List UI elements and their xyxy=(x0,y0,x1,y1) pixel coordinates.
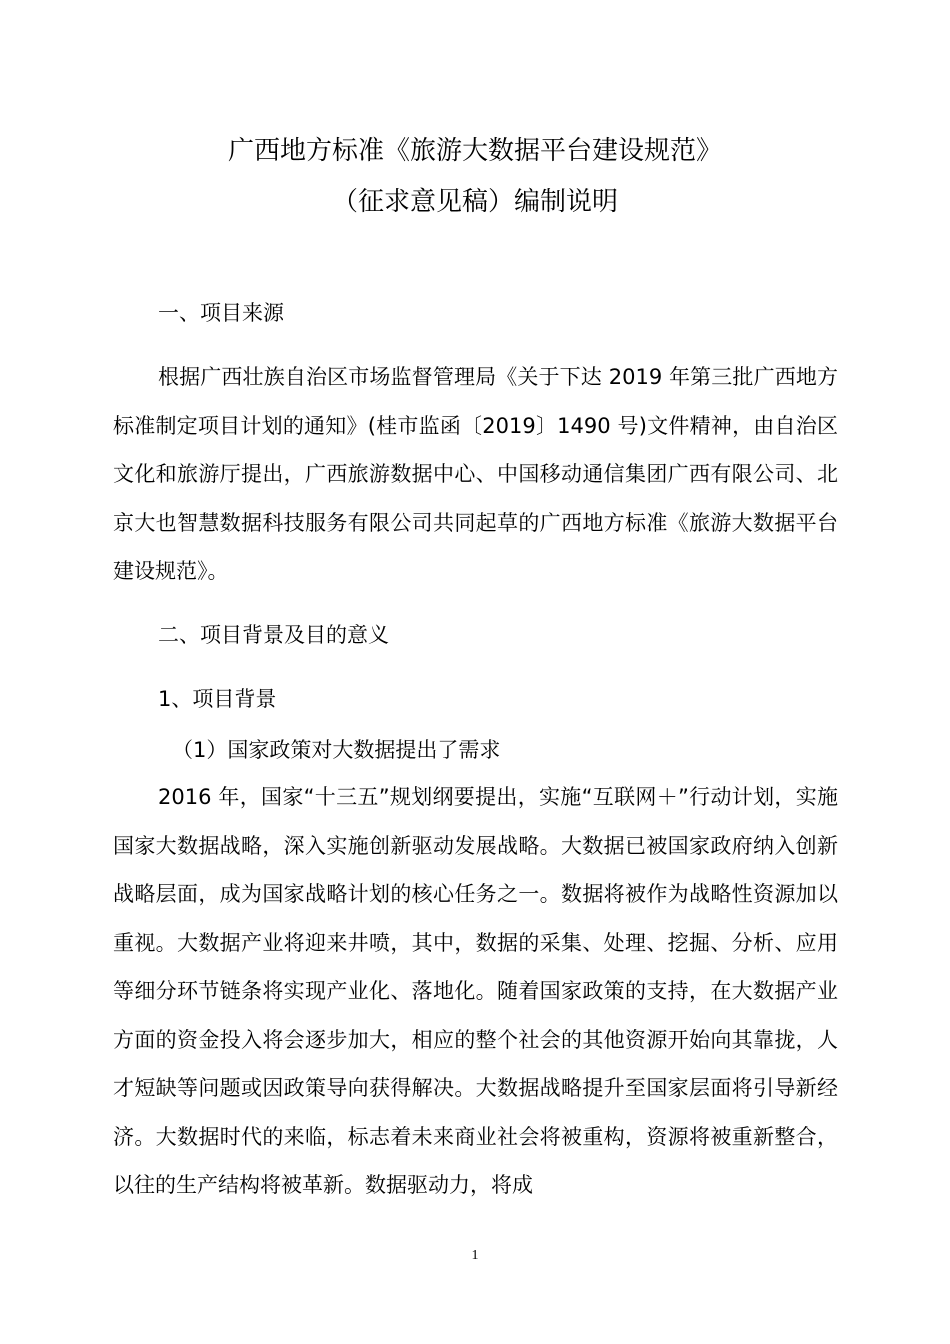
subsubsection-heading-national-policy: （1）国家政策对大数据提出了需求 xyxy=(172,738,501,762)
section-heading-project-source: 一、项目来源 xyxy=(158,301,284,325)
document-title-line-2: （征求意见稿）编制说明 xyxy=(331,187,618,217)
section-heading-background-purpose: 二、项目背景及目的意义 xyxy=(158,623,389,647)
subsection-heading-background: 1、项目背景 xyxy=(158,687,277,711)
paragraph-national-policy: 2016 年，国家“十三五”规划纲要提出，实施“互联网＋”行动计划，实施国家大数据战略，深入实施创新驱动发展战略。大数据已被国家政府纳入创新战略层面，成为国家战略计划的核心任务之一。数据将被作为战略性资源加以重视。大数据产业将迎来井喷，其中，数据的采集、处理、挖掘、分析、应用等细分环节链条将实现产业化、落地化。随着国家政策的支持，在大数据产业方面的资金投入将会逐步加大，相应的整个社会的其他资源开始向其靠拢，人才短缺等问题或因政策导向获得解决。大数据战略提升至国家层面将引导新经济。大数据时代的来临，标志着未来商业社会将被重构，资源将被重新整合，以往的生产结构将被革新。数据驱动力，将成 xyxy=(113,785,838,1197)
document-title-line-1: 广西地方标准《旅游大数据平台建设规范》 xyxy=(227,136,722,166)
page-number: 1 xyxy=(471,1248,479,1263)
paragraph-project-source: 根据广西壮族自治区市场监督管理局《关于下达 2019 年第三批广西地方标准制定项目计划的通知》(桂市监函〔2019〕1490 号)文件精神，由自治区文化和旅游厅提出，广西旅游数据中心、中国移动通信集团广西有限公司、北京大也智慧数据科技服务有限公司共同起草的广西地方标准《旅游大数据平台建设规范》。 xyxy=(113,365,838,583)
